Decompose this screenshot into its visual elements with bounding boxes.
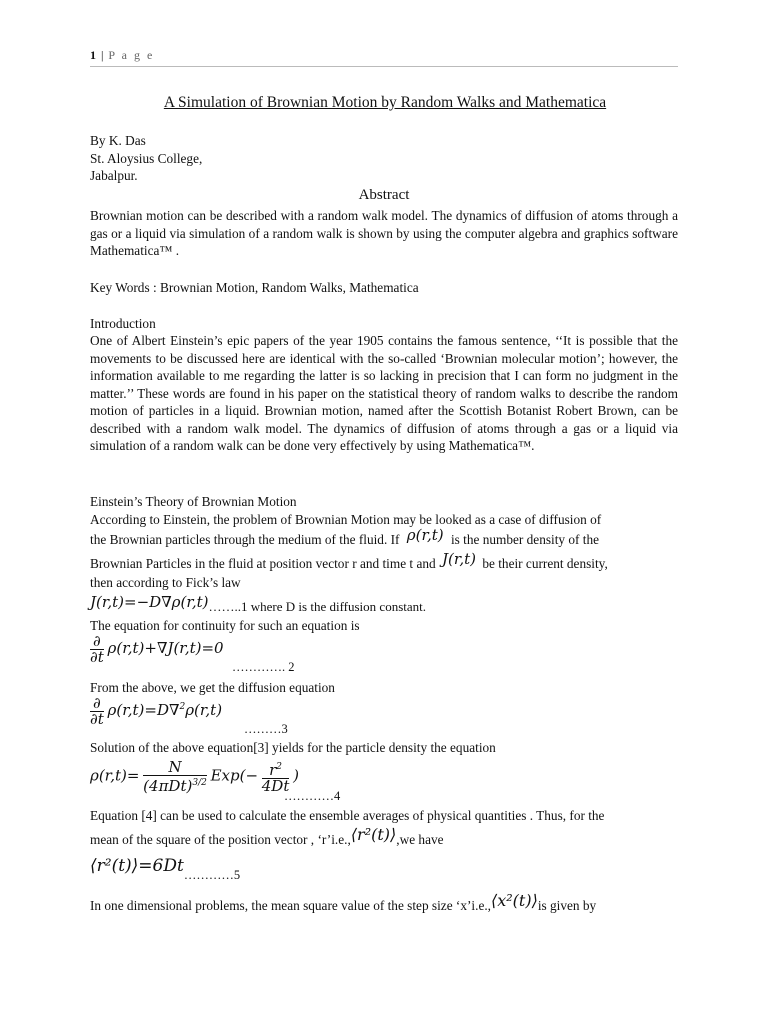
one-dim-text-end: is given by: [537, 898, 597, 913]
theory-text: Brownian Particles in the fluid at position vector r and time t and: [90, 556, 436, 571]
equation-5: [90, 856, 241, 882]
author-block: [90, 132, 678, 185]
page-label: P a g e: [108, 48, 155, 62]
author-city: Jabalpur.: [90, 168, 138, 183]
eq4-r-square: 2: [276, 762, 283, 772]
partial-den: ∂t: [90, 710, 104, 728]
equation-2-expr: ρ(r,t)+∇J(r,t)=0: [107, 638, 224, 657]
theory-text: the Brownian particles through the medium of the fluid. If: [90, 532, 400, 547]
abstract-text: Brownian motion can be described with a random walk model. The dynamics of diffusion of atoms through a gas or a liquid via simulation of a random walk is shown by using the computer algebra and graphics software Mathematica™ .: [90, 208, 678, 258]
equation-5-number: …………5: [183, 868, 241, 882]
theory-line-2: [90, 526, 678, 549]
partial-num: ∂: [90, 634, 104, 650]
keywords: Key Words : Brownian Motion, Random Walks, Mathematica: [90, 280, 419, 295]
equation-1-note: ……..1 where D is the diffusion constant.: [208, 599, 426, 614]
header-divider: [90, 66, 678, 67]
theory-line-3: [90, 550, 678, 573]
equation-2: [90, 634, 224, 665]
equation-5-expr: ⟨r²(t)⟩=6Dt: [90, 856, 184, 876]
equation-2-number: …………. 2: [232, 660, 295, 674]
equation-4-number: …………4: [284, 789, 341, 803]
partial-derivative: [90, 696, 104, 727]
theory-text: be their current density,: [482, 556, 608, 571]
eq4-close: ): [293, 766, 299, 785]
mean-text: mean of the square of the position vector , ‘r’i.e.,: [90, 832, 351, 847]
author-college: St. Aloysius College,: [90, 150, 203, 166]
eq4-exp-den: 4Dt: [261, 777, 290, 795]
eq4-denominator: [143, 776, 207, 794]
eq4-lhs: ρ(r,t)=: [90, 766, 140, 785]
one-dim-expression: ⟨x²(t)⟩: [491, 891, 538, 910]
one-dim-line: [90, 891, 678, 915]
page-header: [90, 48, 154, 63]
partial-num: ∂: [90, 696, 104, 712]
partial-den: ∂t: [90, 648, 104, 666]
abstract-heading: Abstract: [358, 187, 410, 203]
equation-3-expr: [108, 701, 223, 719]
intro-heading: Introduction: [90, 316, 156, 331]
j-expression: J(r,t): [441, 550, 477, 568]
rho-expression: ρ(r,t): [406, 526, 444, 544]
equation-1: [90, 593, 426, 612]
author-name: By K. Das: [90, 133, 146, 148]
ficks-law-intro: then according to Fick’s law: [90, 575, 241, 590]
eq3-square: 2: [179, 701, 186, 712]
equation-4-usage: Equation [4] can be used to calculate the ensemble averages of physical quantities . Thus, for the: [90, 808, 605, 823]
page-separator: |: [97, 48, 109, 62]
from-above-text: From the above, we get the diffusion equation: [90, 680, 335, 695]
eq4-den-base: (4πDt): [143, 777, 193, 795]
mean-text-end: ,we have: [396, 832, 444, 847]
partial-derivative: [90, 634, 104, 665]
theory-heading: Einstein’s Theory of Brownian Motion: [90, 494, 297, 509]
continuity-text: The equation for continuity for such an equation is: [90, 618, 360, 633]
equation-3: [90, 696, 222, 727]
page-number: 1: [90, 48, 97, 62]
eq4-numerator: N: [143, 760, 207, 776]
mean-expression: ⟨r²(t)⟩: [350, 825, 397, 844]
theory-text: is the number density of the: [450, 532, 600, 547]
equation-3-number: ………3: [244, 722, 288, 736]
one-dim-text: In one dimensional problems, the mean square value of the step size ‘x’i.e.,: [90, 898, 491, 913]
paper-title: A Simulation of Brownian Motion by Random Walks and Mathematica: [163, 94, 607, 111]
eq4-exp: Exp(−: [210, 766, 259, 785]
theory-line-1: According to Einstein, the problem of Brownian Motion may be looked as a case of diffusion of: [90, 512, 602, 527]
eq3-rhs: ρ(r,t)=D∇: [107, 700, 180, 719]
eq3-tail: ρ(r,t): [185, 700, 223, 719]
eq4-fraction: [143, 760, 207, 794]
eq4-r: r: [269, 761, 277, 779]
mean-square-line: [90, 825, 678, 849]
intro-text: One of Albert Einstein’s epic papers of the year 1905 contains the famous sentence, ‘‘It is possible that the movements to be discussed here are identical with the so-called ‘Brownian molecular motion’; however, the information available to me regarding the latter is so lacking in precision that I can form no judgment in the matter.’’ These words are found in his paper on the statistical theory of random walks to describe the random motion of particles in a liquid. Brownian motion, named after the Scottish Botanist Robert Brown, can be described with a random walk model. The dynamics of diffusion of atoms through a gas or a liquid via simulation of a random walk can be done very effectively by using Mathematica™.: [90, 333, 678, 453]
equation-1-expr: J(r,t)=−D∇ρ(r,t): [90, 593, 209, 611]
equation-4: [90, 760, 299, 794]
solution-text: Solution of the above equation[3] yields for the particle density the equation: [90, 740, 496, 755]
eq4-den-power: 3/2: [192, 778, 207, 788]
